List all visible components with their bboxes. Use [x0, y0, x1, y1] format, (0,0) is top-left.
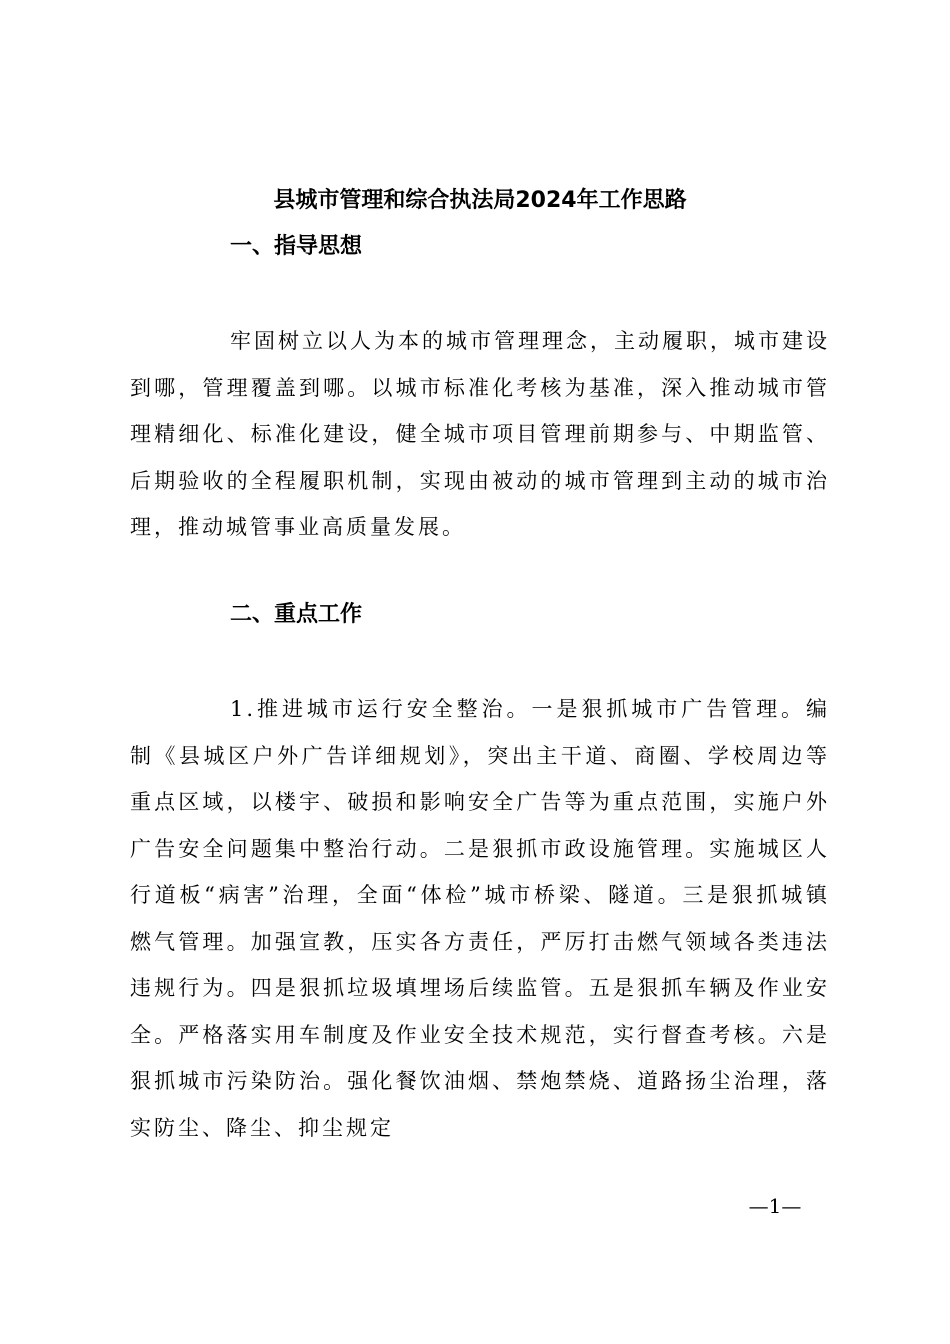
section-paragraph-guiding-ideology: 牢固树立以人为本的城市管理理念，主动履职，城市建设到哪，管理覆盖到哪。以城市标准化考核为基准，深入推动城市管理精细化、标准化建设，健全城市项目管理前期参与、中期监管、后期验收的全程履职机制，实现由被动的城市管理到主动的城市治理，推动城管事业高质量发展。	[130, 329, 830, 539]
document-title: 县城市管理和综合执法局2024年工作思路	[273, 188, 687, 213]
section-heading-guiding-ideology: 一、指导思想	[230, 234, 363, 259]
page-number: —1—	[748, 1194, 802, 1218]
section-heading-key-work: 二、重点工作	[230, 602, 363, 627]
section-paragraph-key-work: 1.推进城市运行安全整治。一是狠抓城市广告管理。编制《县城区户外广告详细规划》，突出主干道、商圈、学校周边等重点区域，以楼宇、破损和影响安全广告等为重点范围，实施户外广告安全问题集中整治行动。二是狠抓市政设施管理。实施城区人行道板“病害”治理，全面“体检”城市桥梁、隧道。三是狠抓城镇燃气管理。加强宣教，压实各方责任，严厉打击燃气领域各类违法违规行为。四是狠抓垃圾填埋场后续监管。五是狠抓车辆及作业安全。严格落实用车制度及作业安全技术规范，实行督查考核。六是狠抓城市污染防治。强化餐饮油烟、禁炮禁烧、道路扬尘治理，落实防尘、降尘、抑尘规定	[130, 697, 830, 1140]
